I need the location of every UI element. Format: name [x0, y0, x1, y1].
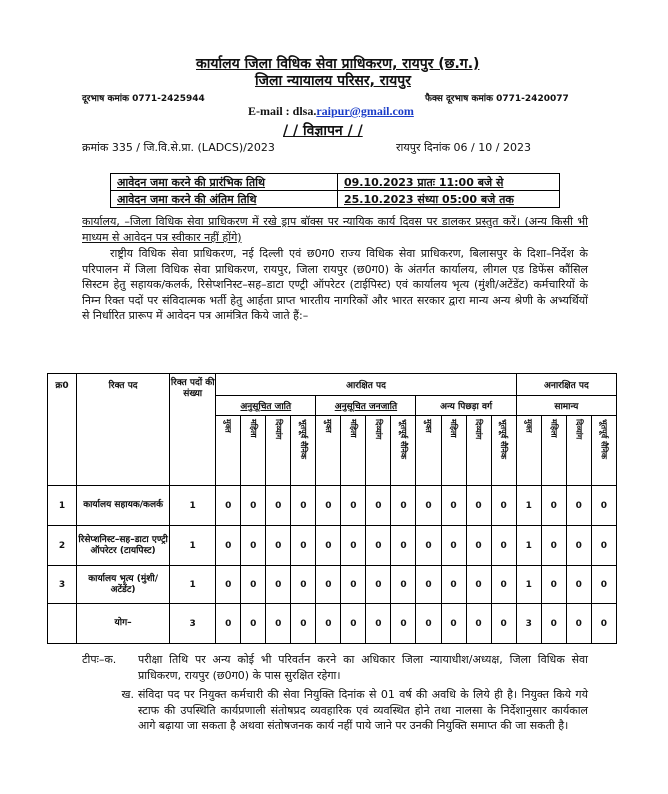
email-link[interactable]: raipur@gmail.com	[316, 104, 414, 118]
group-general: सामान्य	[516, 396, 616, 416]
row-value: 0	[416, 486, 441, 526]
note-ka-label: टीपः–क.	[82, 653, 117, 666]
row-value: 0	[491, 604, 516, 644]
note-ka	[82, 652, 588, 683]
row-value: 0	[316, 526, 341, 566]
row-value: 0	[441, 486, 466, 526]
row-value: 0	[566, 604, 591, 644]
note-kha	[82, 687, 588, 734]
row-serial: 3	[48, 566, 77, 604]
table-total-row	[48, 604, 617, 644]
notice-date: रायपुर दिनांक 06 / 10 / 2023	[396, 141, 531, 154]
subcol-header	[316, 416, 341, 486]
note-kha-label: ख.	[121, 688, 134, 702]
subcol-label: भूतपूर्व सैनिक	[599, 419, 609, 460]
row-serial	[48, 604, 77, 644]
row-value: 0	[241, 526, 266, 566]
subcol-label: दिव्यांग	[574, 419, 584, 440]
row-value: 0	[291, 604, 316, 644]
row-value: 0	[491, 566, 516, 604]
row-value: 0	[466, 566, 491, 604]
email-label: E-mail : dlsa.	[248, 104, 317, 118]
row-count: 3	[170, 604, 216, 644]
row-value: 0	[291, 486, 316, 526]
row-value: 0	[216, 526, 241, 566]
subcol-label: दिव्यांग	[474, 419, 484, 440]
row-value: 0	[491, 486, 516, 526]
row-value: 0	[216, 566, 241, 604]
row-value: 1	[516, 486, 541, 526]
row-value: 0	[266, 566, 291, 604]
row-value: 0	[391, 604, 416, 644]
row-serial: 1	[48, 486, 77, 526]
row-value: 0	[241, 604, 266, 644]
row-value: 0	[341, 486, 366, 526]
subcol-header	[341, 416, 366, 486]
row-value: 0	[216, 604, 241, 644]
row-value: 0	[216, 486, 241, 526]
start-date-value: 09.10.2023 प्रातः 11:00 बजे से	[338, 174, 560, 191]
start-date-row	[111, 174, 560, 191]
subcol-header	[466, 416, 491, 486]
row-value: 0	[266, 486, 291, 526]
subcol-label: मुक्त	[524, 419, 534, 433]
table-row	[48, 566, 617, 604]
email-line	[248, 104, 414, 119]
row-count: 1	[170, 566, 216, 604]
row-value: 0	[391, 566, 416, 604]
row-value: 0	[541, 566, 566, 604]
row-value: 0	[316, 566, 341, 604]
body-paragraph: राष्ट्रीय विधिक सेवा प्राधिकरण, नई दिल्ली एवं छ0ग0 राज्य विधिक सेवा प्राधिकरण, बिलासपुर के दिशा–निर्देश के परिपालन में जिला विधिक सेवा प्राधिकरण, रायपुर, जिला रायपुर (छ0ग0) के अंतर्गत कार्यालय, लीगल एड डिफेंस कौंसिल सिस्टम हेतु सहायक/कलर्क, रिसेप्शनिस्ट–सह–डाटा एण्ट्री ऑपरेटर (टाईपिस्ट) एवं कार्यालय भृत्य (मुंशी/अटेंडेंट) कर्मचारियों के निम्न रिक्त पदों पर संविदात्मक भर्ती हेतु आर्हता प्राप्त भारतीय नागरिकों और भारत सरकार द्वारा मान्य अन्य श्रेणी के अभ्यर्थियों से निर्धारित प्रारूप में आवेदन पत्र आमंत्रित किये जाते हैं:–	[82, 247, 588, 323]
note-kha-text: संविदा पद पर नियुक्त कर्मचारी की सेवा नियुक्ति दिनांक से 01 वर्ष की अवधि के लिये ही है। नियुक्त किये गये स्टाफ की उपस्थिति कार्यप्रणाली संतोषप्रद व्यवहारिक एवं व्यवस्थित होने तथा नालसा के निर्देशानुसार कार्यकाल आगे बढ़ाया जा सकता है अथवा संतोषजनक कार्य नहीं पाये जाने पर उनकी नियुक्ति समाप्त की जा सकती है।	[138, 688, 588, 733]
subcol-label: मुक्त	[423, 419, 433, 433]
subcol-header	[391, 416, 416, 486]
subcol-header	[566, 416, 591, 486]
row-value: 0	[366, 604, 391, 644]
application-dates-table	[110, 173, 560, 208]
header-unreserved: अनारक्षित पद	[516, 374, 616, 396]
subcol-label: महिला	[348, 419, 358, 438]
group-sc: अनुसूचित जाति	[216, 396, 316, 416]
row-value: 0	[291, 566, 316, 604]
header-count: रिक्त पदों की संख्या	[170, 374, 216, 486]
row-value: 0	[566, 566, 591, 604]
row-value: 0	[391, 486, 416, 526]
subcol-label: भूतपूर्व सैनिक	[298, 419, 308, 460]
row-count: 1	[170, 486, 216, 526]
subcol-label: महिला	[549, 419, 559, 438]
row-count: 1	[170, 526, 216, 566]
row-value: 0	[391, 526, 416, 566]
row-value: 1	[516, 526, 541, 566]
row-value: 0	[341, 566, 366, 604]
row-value: 0	[591, 604, 616, 644]
office-title: कार्यालय जिला विधिक सेवा प्राधिकरण, रायपुर (छ.ग.)	[196, 56, 480, 72]
header-reserved: आरक्षित पद	[216, 374, 517, 396]
row-value: 0	[341, 604, 366, 644]
subcol-header	[516, 416, 541, 486]
row-post: कार्यालय सहायक/कलर्क	[77, 486, 170, 526]
submission-instruction: कार्यालय, –जिला विधिक सेवा प्राधिकरण में रखे ड्राप बॉक्स पर न्यायिक कार्य दिवस पर डालकर प्रस्तुत करें। (अन्य किसी भी माध्यम से आवेदन पत्र स्वीकार नहीं होंगे)	[82, 215, 588, 244]
row-value: 0	[591, 566, 616, 604]
row-value: 0	[541, 604, 566, 644]
end-date-row	[111, 191, 560, 208]
header-serial: क्र0	[48, 374, 77, 486]
row-value: 0	[366, 566, 391, 604]
row-value: 0	[316, 486, 341, 526]
row-value: 0	[366, 486, 391, 526]
row-value: 0	[266, 604, 291, 644]
subcol-label: दिव्यांग	[273, 419, 283, 440]
row-value: 0	[566, 526, 591, 566]
subcol-header	[591, 416, 616, 486]
group-st: अनुसूचित जनजाति	[316, 396, 416, 416]
table-row	[48, 526, 617, 566]
notice-title: / / विज्ञापन / /	[283, 123, 363, 139]
subcol-header	[241, 416, 266, 486]
row-post: कार्यालय भृत्य (मुंशी/अटेंडेंट)	[77, 566, 170, 604]
row-value: 0	[591, 486, 616, 526]
start-date-label: आवेदन जमा करने की प्रारंभिक तिथि	[111, 174, 338, 191]
row-value: 0	[416, 526, 441, 566]
row-value: 0	[291, 526, 316, 566]
row-post: रिसेप्शनिस्ट–सह–डाटा एण्ट्री ऑपरेटर (टायपिस्ट)	[77, 526, 170, 566]
fax-number: फैक्स दूरभाष कमांक 0771-2420077	[425, 94, 569, 104]
subcol-header	[216, 416, 241, 486]
row-value: 0	[466, 526, 491, 566]
subcol-header	[366, 416, 391, 486]
vacancy-table	[47, 373, 617, 644]
table-header-row	[48, 374, 617, 396]
row-value: 0	[441, 604, 466, 644]
subcol-header	[416, 416, 441, 486]
row-serial: 2	[48, 526, 77, 566]
row-value: 0	[366, 526, 391, 566]
row-value: 0	[541, 486, 566, 526]
row-value: 0	[266, 526, 291, 566]
phone-number: दूरभाष कमांक 0771-2425944	[82, 94, 205, 104]
row-value: 0	[341, 526, 366, 566]
row-value: 0	[441, 526, 466, 566]
subcol-label: मुक्त	[323, 419, 333, 433]
subcol-label: मुक्त	[223, 419, 233, 433]
table-row	[48, 486, 617, 526]
end-date-label: आवेदन जमा करने की अंतिम तिथि	[111, 191, 338, 208]
subcol-header	[441, 416, 466, 486]
row-value: 0	[591, 526, 616, 566]
row-value: 1	[516, 566, 541, 604]
subcol-header	[266, 416, 291, 486]
row-value: 0	[466, 604, 491, 644]
row-value: 3	[516, 604, 541, 644]
subcol-header	[291, 416, 316, 486]
subcol-label: भूतपूर्व सैनिक	[398, 419, 408, 460]
subcol-label: भूतपूर्व सैनिक	[499, 419, 509, 460]
subcol-label: महिला	[449, 419, 459, 438]
court-address: जिला न्यायालय परिसर, रायपुर	[255, 73, 411, 89]
note-ka-text: परीक्षा तिथि पर अन्य कोई भी परिवर्तन करने का अधिकार जिला न्यायाधीश/अध्यक्ष, जिला विधिक सेवा प्राधिकरण, रायपुर (छ0ग0) के पास सुरक्षित रहेगा।	[138, 653, 588, 682]
total-label: योग–	[77, 604, 170, 644]
row-value: 0	[566, 486, 591, 526]
row-value: 0	[416, 604, 441, 644]
row-value: 0	[541, 526, 566, 566]
subcol-header	[541, 416, 566, 486]
header-post: रिक्त पद	[77, 374, 170, 486]
row-value: 0	[316, 604, 341, 644]
group-obc: अन्य पिछड़ा वर्ग	[416, 396, 516, 416]
row-value: 0	[416, 566, 441, 604]
subcol-header	[491, 416, 516, 486]
notes-section	[82, 652, 588, 734]
subcol-label: महिला	[248, 419, 258, 438]
subcol-label: दिव्यांग	[373, 419, 383, 440]
end-date-value: 25.10.2023 संध्या 05:00 बजे तक	[338, 191, 560, 208]
reference-number: क्रमांक 335 / जि.वि.से.प्रा. (LADCS)/2023	[82, 141, 275, 154]
row-value: 0	[491, 526, 516, 566]
row-value: 0	[241, 486, 266, 526]
row-value: 0	[241, 566, 266, 604]
row-value: 0	[466, 486, 491, 526]
row-value: 0	[441, 566, 466, 604]
